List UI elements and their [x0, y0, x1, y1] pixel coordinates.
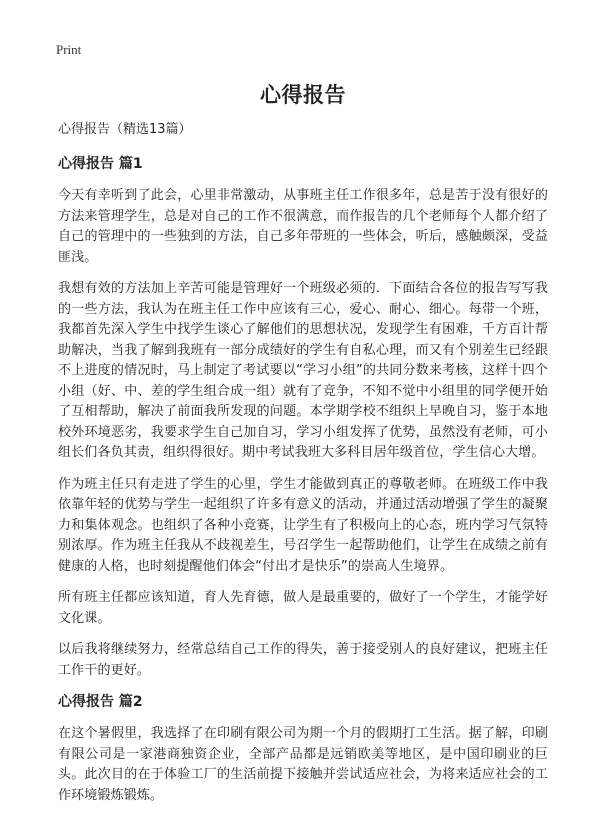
section-heading: 心得报告 篇2 — [58, 694, 143, 710]
paragraph: 今天有幸听到了此会，心里非常激动，从事班主任工作很多年，总是苦于没有很好的方法来管理学生，总是对自己的工作不很满意，而作报告的几个老师每个人都介绍了自己的管理中的一些独到的方法，自己多年带班的一些体会，听后，感触颇深，受益匪浅。 — [58, 188, 548, 265]
print-link[interactable]: Print — [56, 42, 82, 57]
paragraph: 所有班主任都应该知道，育人先育德，做人是最重要的，做好了一个学生，才能学好文化课。 — [58, 590, 548, 626]
paragraph: 在这个暑假里，我选择了在印刷有限公司为期一个月的假期打工生活。据了解，印刷有限公司是一家港商独资企业，全部产品都是远销欧美等地区，是中国印刷业的巨头。此次目的在于体验工厂的生活前提下接触并尝试适应社会，为将来适应社会的工作环境锻炼锻炼。 — [58, 726, 548, 803]
document-subtitle: 心得报告（精选13篇） — [58, 122, 192, 137]
document-title: 心得报告 — [260, 83, 346, 107]
section-1 — [58, 154, 548, 681]
paragraph: 以后我将继续努力，经常总结自己工作的得失，善于接受别人的良好建议，把班主任工作干的更好。 — [58, 642, 548, 678]
section-heading: 心得报告 篇1 — [58, 156, 143, 172]
section-2 — [58, 692, 548, 806]
paragraph: 作为班主任只有走进了学生的心里，学生才能做到真正的尊敬老师。在班级工作中我依靠年轻的优势与学生一起组织了许多有意义的活动，并通过活动增强了学生的凝聚力和集体观念。也组织了各种小竞赛，让学生有了积极向上的心态，班内学习气氛特别浓厚。作为班主任我从不歧视差生，号召学生一起帮助他们，让学生在成绩之前有健康的人格，也时刻提醒他们体会“付出才是快乐”的崇高人生境界。 — [58, 476, 548, 574]
paragraph: 我想有效的方法加上辛苦可能是管理好一个班级必须的．下面结合各位的报告写写我的一些方法，我认为在班主任工作中应该有三心，爱心、耐心、细心。每带一个班，我都首先深入学生中找学生谈心了解他们的思想状况，发现学生有困难，千方百计帮助解决，当我了解到我班有一部分成绩好的学生有自私心理，而又有个别差生已经跟不上进度的情况时，马上制定了考试要以“学习小组”的共同分数来考核，这样十四个小组（好、中、差的学生组合成一组）就有了竞争，不知不觉中小组里的同学便开始了互相帮助，解决了前面我所发现的问题。本学期学校不组织上早晚自习，鉴于本地校外环境恶劣，我要求学生自己加自习，学习小组发挥了优势，虽然没有老师，可小组长们各负其责，组织得很好。期中考试我班大多科目居年级首位，学生信心大增。 — [58, 281, 548, 460]
